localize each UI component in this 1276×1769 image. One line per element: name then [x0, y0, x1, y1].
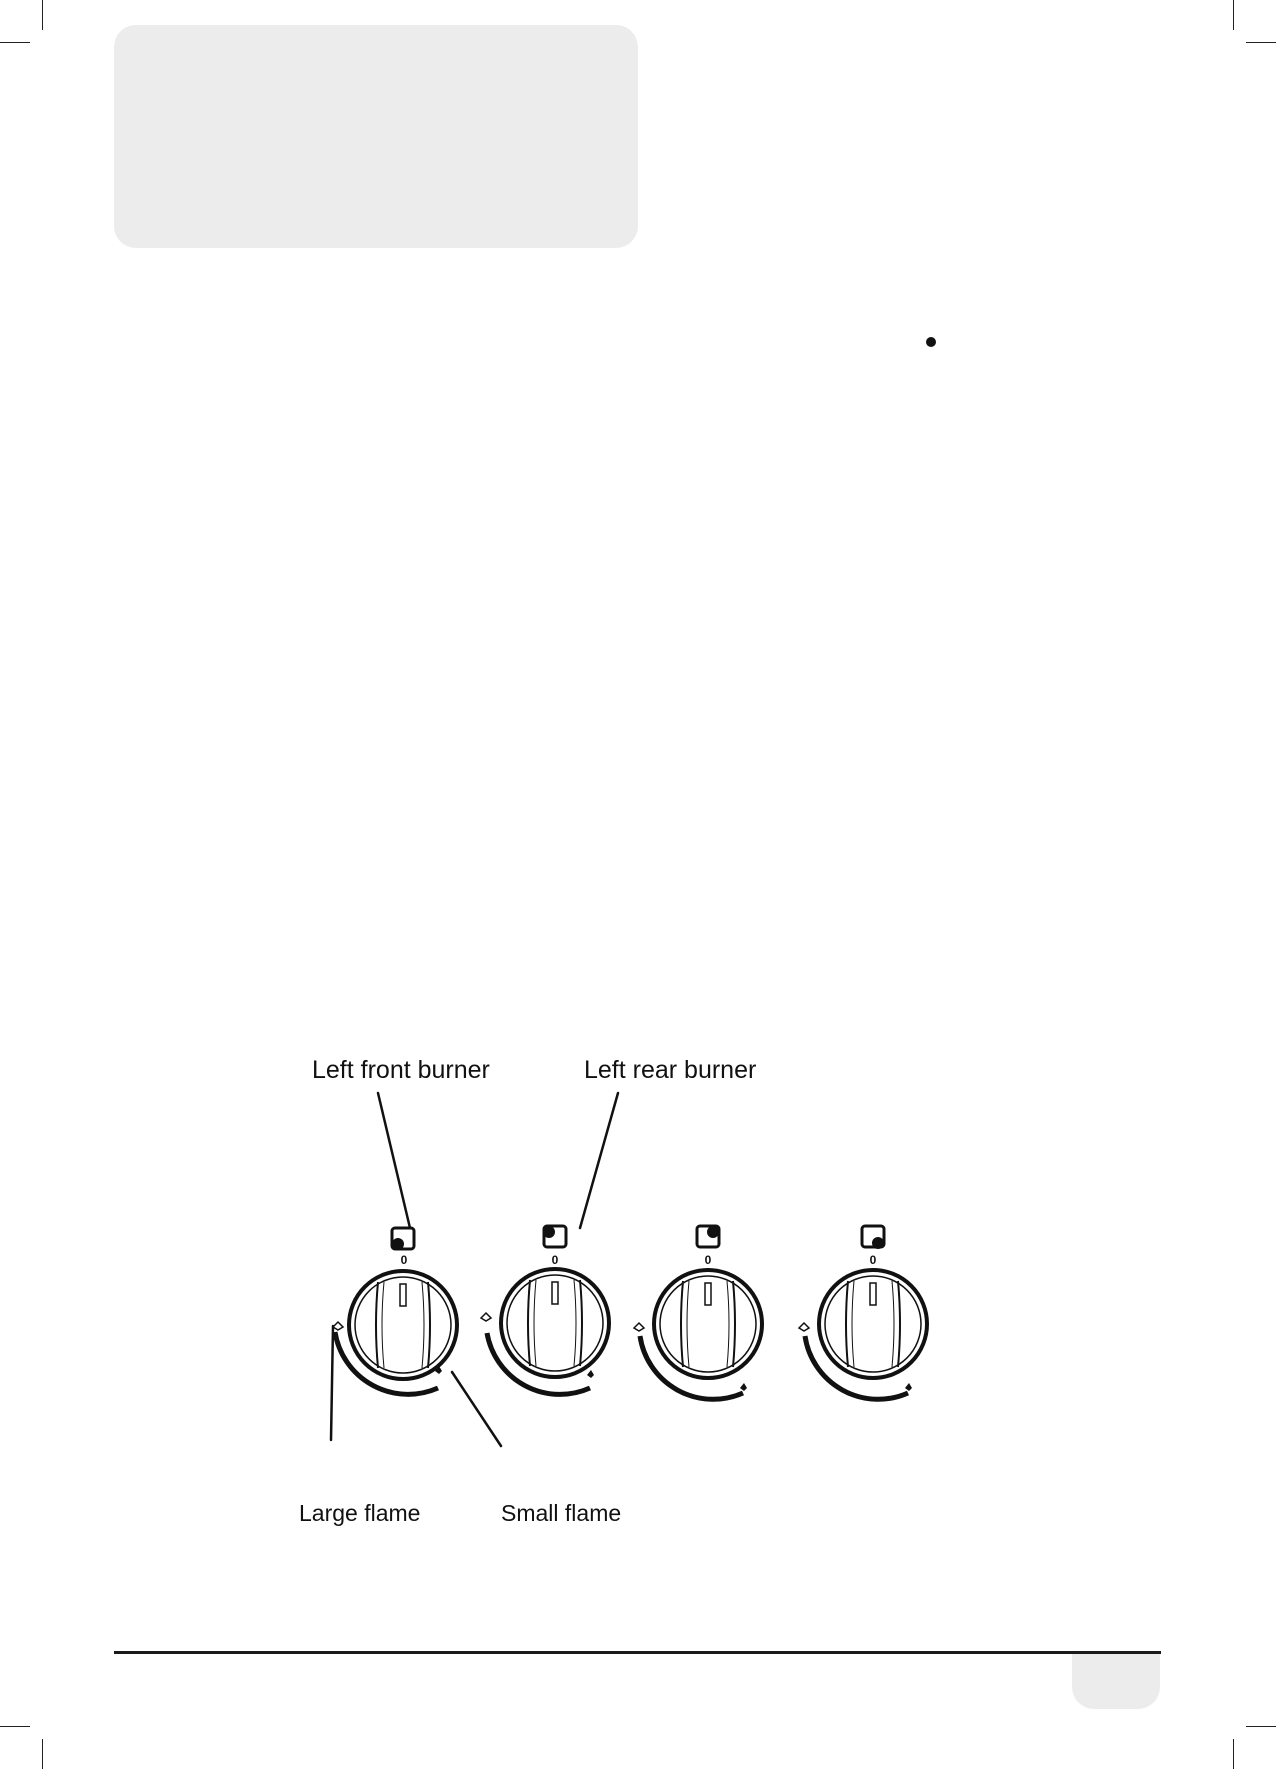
label-left-front-burner: Left front burner: [312, 1056, 490, 1084]
svg-text:0: 0: [704, 1253, 712, 1267]
crop-mark: [0, 1726, 30, 1727]
footer-rule: [114, 1651, 1161, 1654]
knob-left-front[interactable]: [333, 1228, 457, 1394]
label-left-rear-burner: Left rear burner: [584, 1056, 757, 1084]
crop-mark: [1246, 42, 1276, 43]
burner-knobs-figure: [290, 1048, 950, 1538]
leader-left-rear: [580, 1093, 618, 1228]
label-large-flame: Large flame: [299, 1500, 421, 1526]
knob-right-front[interactable]: [799, 1226, 927, 1399]
bullet-point: [926, 337, 936, 347]
crop-mark: [42, 1739, 43, 1769]
leader-large-flame: [331, 1326, 333, 1440]
crop-mark: [1233, 0, 1234, 30]
leader-small-flame: [452, 1372, 501, 1446]
page-number-tab: [1072, 1654, 1160, 1709]
leader-left-front: [378, 1093, 410, 1228]
svg-text:0: 0: [551, 1253, 559, 1267]
crop-mark: [42, 0, 43, 30]
svg-text:0: 0: [869, 1253, 877, 1267]
crop-mark: [0, 42, 30, 43]
crop-mark: [1233, 1739, 1234, 1769]
svg-text:0: 0: [400, 1253, 408, 1267]
knobs-diagram: [290, 1048, 950, 1538]
header-panel: [114, 25, 638, 248]
label-small-flame: Small flame: [501, 1500, 622, 1526]
crop-mark: [1246, 1726, 1276, 1727]
knob-right-rear[interactable]: [634, 1226, 762, 1399]
knob-left-rear[interactable]: [481, 1226, 609, 1394]
